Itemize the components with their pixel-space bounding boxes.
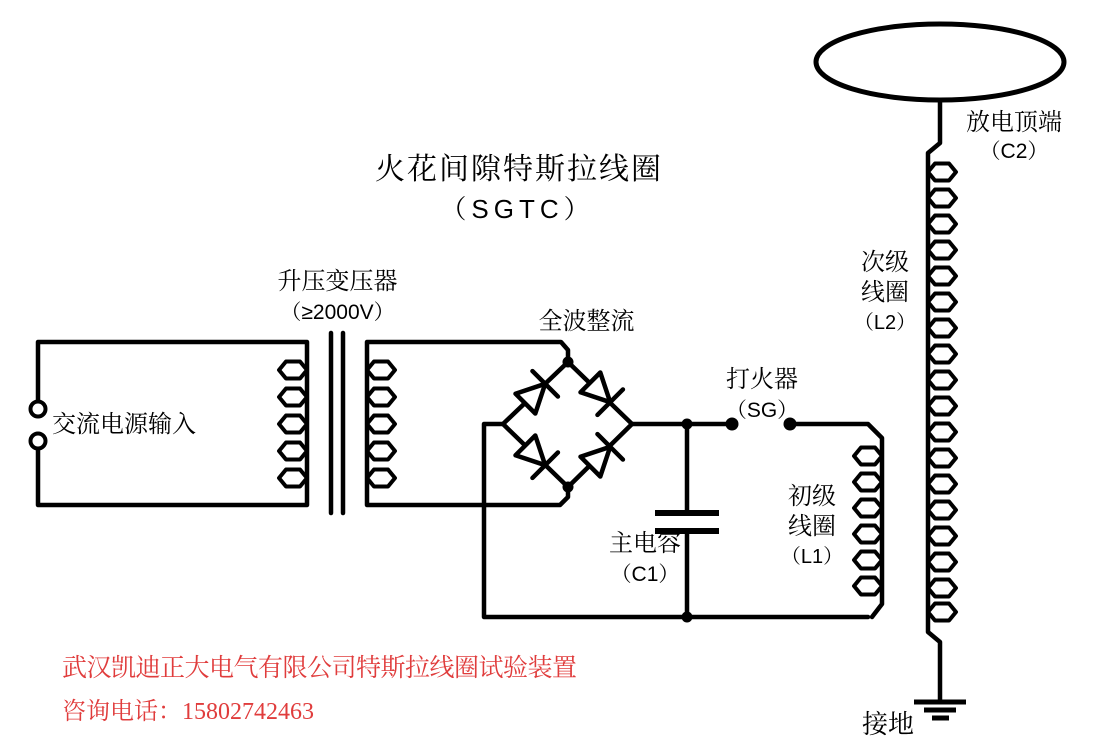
title-line2: （SGTC） <box>440 194 595 225</box>
primary-coil-designator: （L1） <box>780 546 844 568</box>
secondary-coil-symbol <box>928 100 956 700</box>
top-terminal-designator: （C2） <box>979 140 1049 164</box>
transformer-symbol <box>279 333 568 513</box>
capacitor-designator: （C1） <box>610 563 680 587</box>
transformer-label <box>255 268 420 326</box>
capacitor-name: 主电容 <box>609 530 681 557</box>
capacitor-symbol <box>655 419 719 623</box>
secondary-coil-line1: 次级 <box>861 249 909 276</box>
primary-coil-label <box>772 482 852 572</box>
top-terminal-name: 放电顶端 <box>966 109 1062 136</box>
capacitor-label <box>597 530 693 588</box>
spark-gap-name: 打火器 <box>726 366 798 393</box>
primary-coil-symbol <box>854 448 882 595</box>
vendor-contact-line: 咨询电话：15802742463 <box>62 699 314 725</box>
primary-coil-line2: 线圈 <box>788 513 836 540</box>
ac-terminal-bottom <box>31 434 46 449</box>
secondary-coil-designator: （L2） <box>853 312 917 334</box>
transformer-voltage: （≥2000V） <box>280 301 395 325</box>
bridge-rectifier-symbol <box>503 357 632 493</box>
rectifier-label: 全波整流 <box>538 308 635 335</box>
secondary-coil-label <box>846 248 924 338</box>
ac-terminal-top <box>31 402 46 417</box>
ground-symbol <box>914 702 966 718</box>
vendor-company-line: 武汉凯迪正大电气有限公司特斯拉线圈试验装置 <box>62 655 577 682</box>
top-terminal-label <box>962 109 1066 165</box>
ground-label: 接地 <box>862 709 915 739</box>
secondary-coil-line2: 线圈 <box>861 279 909 306</box>
transformer-name: 升压变压器 <box>277 268 398 295</box>
vendor-footer <box>62 648 577 726</box>
diagram-title <box>375 152 663 225</box>
spark-gap-label <box>704 366 820 424</box>
top-terminal-symbol <box>816 24 1064 100</box>
primary-coil-line1: 初级 <box>788 483 836 510</box>
ac-input-label: 交流电源输入 <box>52 411 196 438</box>
title-line1: 火花间隙特斯拉线圈 <box>375 153 663 186</box>
spark-gap-designator: （SG） <box>725 399 799 423</box>
